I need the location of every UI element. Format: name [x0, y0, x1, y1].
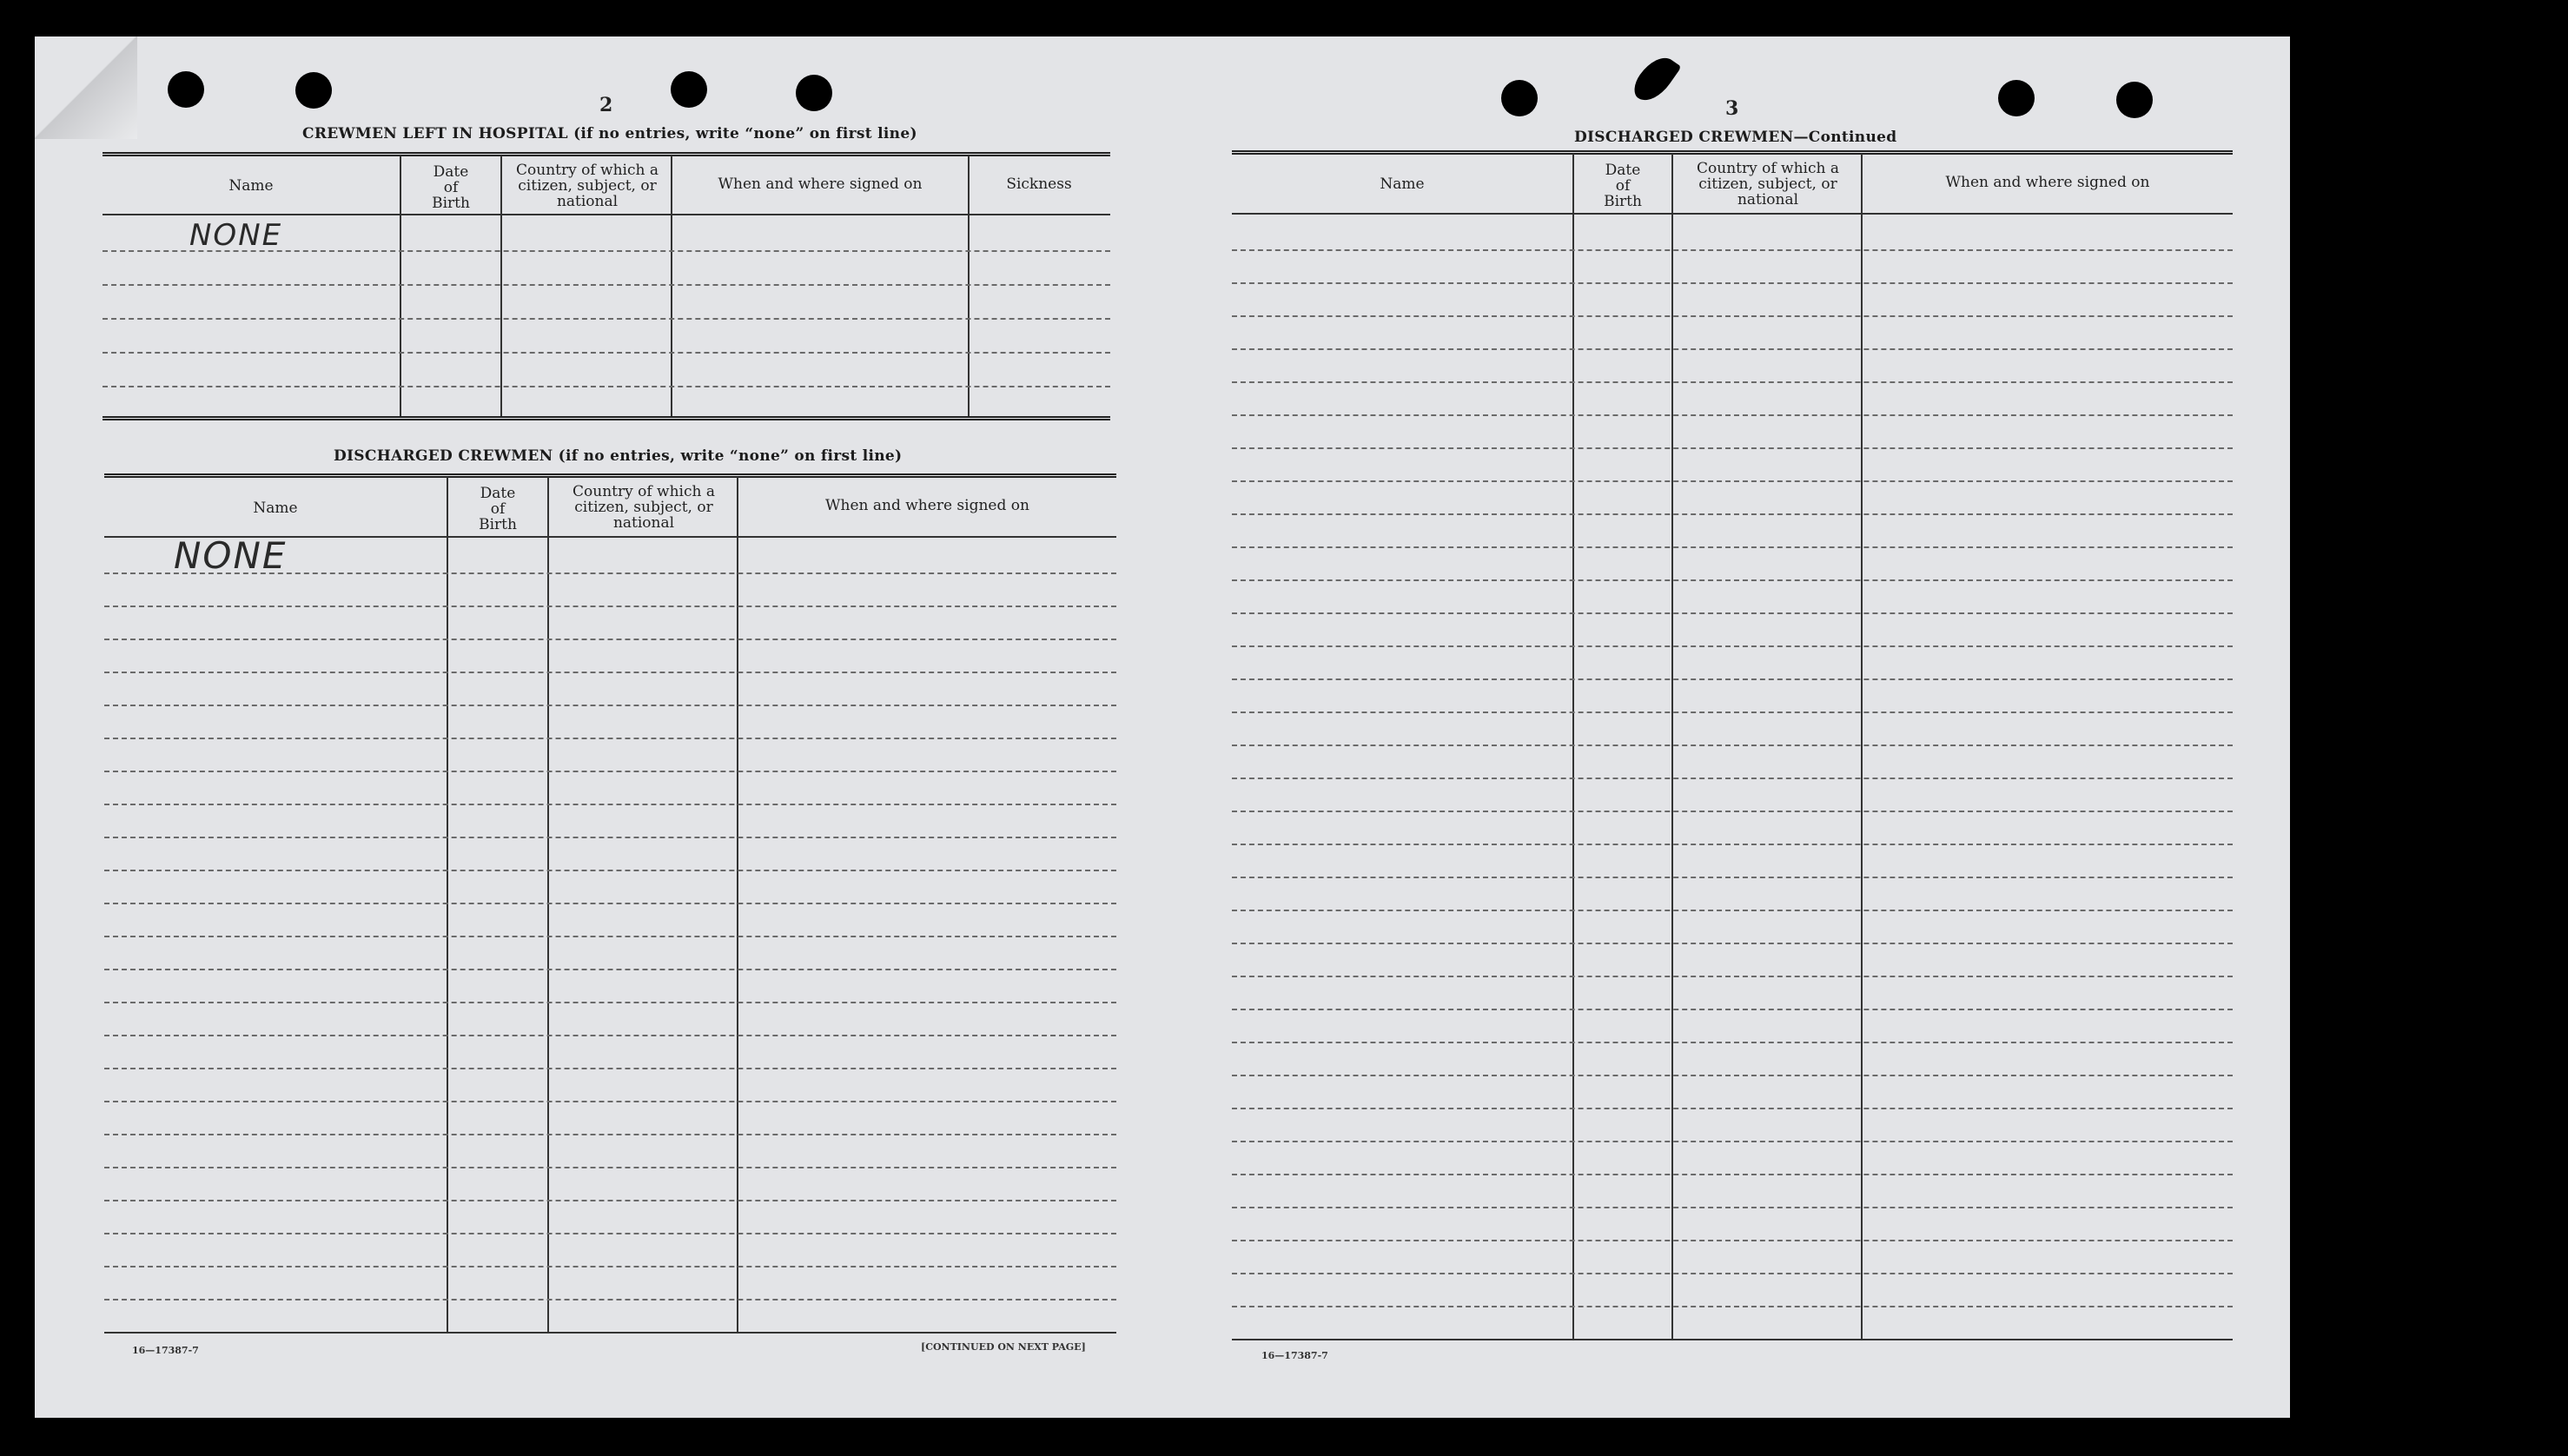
- column-header: Name: [228, 177, 274, 195]
- entry-line: [104, 870, 1116, 871]
- column-divider: [1572, 154, 1574, 1340]
- entry-line: [1232, 645, 2233, 647]
- entry-line: [103, 318, 1110, 320]
- handwritten-entry: NONE: [189, 218, 283, 253]
- entry-line: [1232, 943, 2233, 944]
- column-divider: [400, 156, 401, 418]
- hospital-table: [103, 152, 1110, 421]
- entry-line: [1232, 348, 2233, 350]
- discharged-section-title: DISCHARGED CREWMEN (if no entries, write “none” on first line): [334, 447, 903, 465]
- table-top-rule: [1232, 150, 2233, 155]
- column-header: When and where signed on: [825, 497, 1029, 514]
- entry-line: [1232, 447, 2233, 449]
- table-bottom-rule: [104, 1332, 1116, 1334]
- column-header: Name: [253, 500, 298, 517]
- entry-line: [1232, 678, 2233, 680]
- hospital-section-title: CREWMEN LEFT IN HOSPITAL (if no entries, write “none” on first line): [302, 125, 917, 142]
- entry-line: [1232, 546, 2233, 548]
- table-bottom-rule: [1232, 1339, 2233, 1340]
- entry-line: [1232, 1207, 2233, 1208]
- punch-hole: [1501, 80, 1538, 116]
- entry-line: [1232, 1174, 2233, 1175]
- entry-line: [104, 606, 1116, 607]
- entry-line: [103, 386, 1110, 387]
- column-divider: [1861, 154, 1863, 1340]
- entry-line: [1232, 315, 2233, 317]
- entry-line: [1232, 1240, 2233, 1241]
- entry-line: [1232, 811, 2233, 812]
- column-divider: [671, 156, 672, 418]
- punch-hole: [671, 71, 707, 108]
- page-number: 2: [599, 94, 613, 116]
- entry-line: [1232, 778, 2233, 779]
- entry-line: [1232, 711, 2233, 713]
- entry-line: [1232, 1108, 2233, 1109]
- table-bottom-rule: [103, 416, 1110, 420]
- entry-line: [1232, 1306, 2233, 1307]
- punch-hole: [168, 71, 204, 108]
- entry-line: [104, 969, 1116, 970]
- entry-line: [104, 1299, 1116, 1300]
- column-divider: [968, 156, 970, 418]
- entry-line: [104, 1266, 1116, 1267]
- entry-line: [103, 284, 1110, 286]
- punch-hole: [1998, 80, 2035, 116]
- entry-line: [1232, 877, 2233, 878]
- table-top-rule: [103, 152, 1110, 156]
- entry-line: [104, 1035, 1116, 1036]
- column-header: Date of Birth: [1604, 162, 1642, 210]
- entry-line: [104, 1233, 1116, 1234]
- folded-corner: [35, 36, 137, 139]
- punch-hole: [796, 75, 832, 111]
- entry-line: [104, 903, 1116, 904]
- entry-line: [1232, 282, 2233, 284]
- entry-line: [104, 1167, 1116, 1168]
- entry-line: [104, 1002, 1116, 1003]
- entry-line: [1232, 1141, 2233, 1142]
- entry-line: [1232, 745, 2233, 746]
- form-number: 16—17387-7: [132, 1345, 199, 1356]
- column-header: Country of which a citizen, subject, or national: [1697, 160, 1839, 208]
- handwritten-entry: NONE: [174, 534, 288, 577]
- faded-stamp: [460, 75, 582, 101]
- entry-line: [1232, 1075, 2233, 1076]
- entry-line: [104, 804, 1116, 805]
- entry-line: [1232, 381, 2233, 383]
- entry-line: [104, 705, 1116, 706]
- entry-line: [104, 1101, 1116, 1102]
- entry-line: [104, 936, 1116, 937]
- entry-line: [1232, 249, 2233, 251]
- column-header: Country of which a citizen, subject, or national: [573, 483, 715, 532]
- header-bottom-rule: [1232, 213, 2233, 215]
- entry-line: [1232, 844, 2233, 845]
- entry-line: [103, 250, 1110, 252]
- entry-line: [1232, 612, 2233, 614]
- entry-line: [104, 1134, 1116, 1135]
- column-header: When and where signed on: [1945, 174, 2150, 191]
- entry-line: [104, 1200, 1116, 1201]
- entry-line: [1232, 579, 2233, 581]
- table-top-rule: [104, 473, 1116, 478]
- column-header: Country of which a citizen, subject, or national: [516, 162, 659, 210]
- column-header: Sickness: [1006, 175, 1072, 193]
- entry-line: [1232, 480, 2233, 482]
- column-header: When and where signed on: [718, 175, 923, 193]
- entry-line: [1232, 1273, 2233, 1274]
- entry-line: [104, 572, 1116, 574]
- entry-line: [104, 672, 1116, 673]
- entry-line: [1232, 1009, 2233, 1010]
- column-header: Date of Birth: [479, 485, 517, 533]
- entry-line: [104, 837, 1116, 838]
- entry-line: [104, 1068, 1116, 1069]
- form-number: 16—17387-7: [1261, 1350, 1328, 1361]
- column-header: Name: [1380, 175, 1425, 193]
- entry-line: [1232, 1042, 2233, 1043]
- entry-line: [103, 352, 1110, 354]
- entry-line: [104, 738, 1116, 739]
- entry-line: [1232, 513, 2233, 515]
- discharged-table: [104, 473, 1116, 1334]
- entry-line: [1232, 414, 2233, 416]
- header-bottom-rule: [103, 214, 1110, 215]
- discharged-continued-title: DISCHARGED CREWMEN—Continued: [1574, 129, 1897, 146]
- column-header: Date of Birth: [432, 163, 470, 212]
- entry-line: [1232, 910, 2233, 911]
- punch-hole: [295, 72, 332, 109]
- entry-line: [1232, 976, 2233, 977]
- continued-note: [CONTINUED ON NEXT PAGE]: [921, 1341, 1086, 1353]
- discharged-continued-table: [1232, 150, 2233, 1342]
- column-divider: [1671, 154, 1673, 1340]
- page-number: 3: [1725, 97, 1739, 120]
- entry-line: [104, 771, 1116, 772]
- entry-line: [104, 639, 1116, 640]
- column-divider: [500, 156, 502, 418]
- punch-hole: [2116, 82, 2153, 118]
